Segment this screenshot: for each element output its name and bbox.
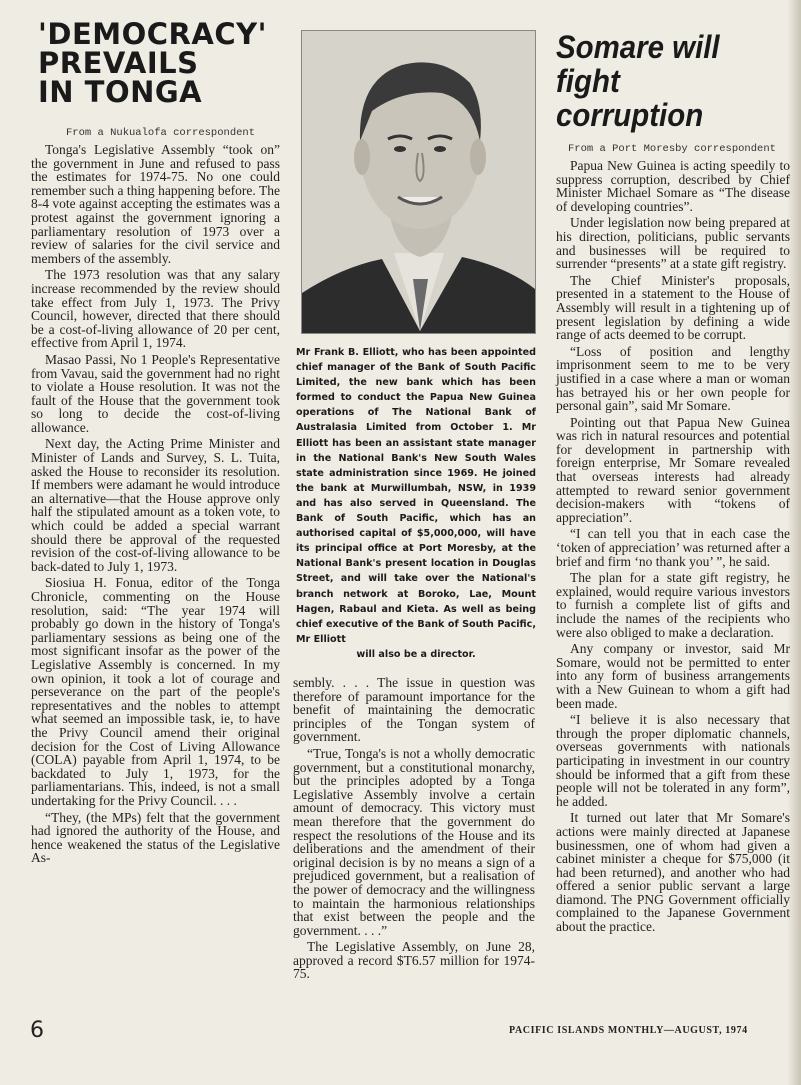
article-paragraph: “I believe it is also necessary that through the proper diplomatic channels, overseas governments with nationals participating in investment in our country should be informed that a gift from these people will not be tolerated in any form”, he added. <box>556 712 790 809</box>
headline-line: corruption <box>556 97 704 133</box>
portrait-illustration <box>302 31 535 333</box>
article-paragraph: sembly. . . . The issue in question was therefore of paramount importance for the benefit of maintaining the democratic principles of the Tongan system of government. <box>293 675 535 745</box>
headline-line: IN TONGA <box>38 75 203 109</box>
left-story-continuation <box>293 676 535 981</box>
page-number: 6 <box>30 1018 44 1043</box>
photo-caption <box>296 345 536 662</box>
article-paragraph: Under legislation now being prepared at his direction, politicians, public servants and businesses will be required to surrender “presents” at a state gift registry. <box>556 215 790 272</box>
article-paragraph: “Loss of position and lengthy imprisonment seem to me to be very justified in a case where a man or woman has betrayed his or her own people for personal gain”, said Mr Somare. <box>556 343 790 414</box>
article-paragraph: Siosiua H. Fonua, editor of the Tonga Chronicle, commenting on the House resolution, said: “The year 1974 will probably go down in the history of Tonga's parliamentary sessions as being one of the most significant insofar as the power of the Legislative Assembly is concerned. In my own opinion, it took a lot of courage and perseverance on the part of the people's representatives and the nobles to attempt what seemed an impossible task, ie, to have the Privy Council amend their original decision for the Cost of Living Allowance (COLA) payable from April 1, 1974, to be backdated to July 1, 1973, for the parliamentarians. This, indeed, is not a small undertaking for the Privy Council. . . . <box>31 575 280 808</box>
article-paragraph: “I can tell you that in each case the ‘token of appreciation’ was returned after a brief and firm ‘no thank you’ ”, he said. <box>556 526 790 569</box>
headline-line: Somare will <box>556 29 720 65</box>
right-story-byline: From a Port Moresby correspondent <box>568 143 776 155</box>
headline-line: 'DEMOCRACY' <box>38 17 267 51</box>
article-paragraph: It turned out later that Mr Somare's actions were mainly directed at Japanese businessmen, one of whom had given a cabinet minister a cheque for $75,000 (it had been returned), and another who had offered a senior public servant a large diamond. The PNG Government officially complained to the Japanese Government about the practice. <box>556 810 790 935</box>
article-paragraph: The plan for a state gift registry, he explained, would require various investors to furnish a complete list of gifts and include the names of the recipients who were also obliged to make a declaration. <box>556 570 790 640</box>
article-paragraph: The Legislative Assembly, on June 28, approved a record $T6.57 million for 1974-75. <box>293 939 535 982</box>
headline-line: fight <box>556 63 620 99</box>
article-paragraph: The Chief Minister's proposals, presented in a statement to the House of Assembly will result in a tightening up of present legislation by defining a wide range of acts deemed to be corrupt. <box>556 272 790 343</box>
left-story-headline <box>38 17 268 109</box>
right-story-headline <box>556 30 768 132</box>
caption-last-line: will also be a director. <box>356 648 476 660</box>
left-story-column <box>31 143 280 865</box>
article-paragraph: The 1973 resolution was that any salary increase recommended by the review should take effect from July 1, 1973. The Privy Council, however, directed that there should be a cost-of-living allowance of 20 per cent, effective from April 1, 1974. <box>31 267 280 351</box>
article-paragraph: Any company or investor, said Mr Somare, would not be permitted to enter into any form of business arrangements with a New Guinean to whom a gift had been made. <box>556 641 790 711</box>
article-paragraph: “True, Tonga's is not a wholly democratic government, but a constitutional monarchy, but the principles adopted by a Tonga Legislative Assembly involve a certain amount of democracy. This victory must mean therefore that the government do respect the resolutions of the House and its deliberations and the amendment of their original decision is by no means a sign of a prejudiced government, but a realisation of the power of democracy and the willingness to maintain the harmonious relationships that exist between the people and the government. . . .” <box>293 745 535 938</box>
article-paragraph: Next day, the Acting Prime Minister and Minister of Lands and Survey, S. L. Tuita, asked the House to reconsider its resolution. If members were adamant he would introduce an alternative—that the House approve only half the stipulated amount as a token vote, to which could be added a special warrant should there be approval of the requested revision of the cost-of-living allowance to be back-dated to July 1, 1973. <box>31 436 280 574</box>
article-paragraph: Papua New Guinea is acting speedily to suppress corruption, described by Chief Minister Michael Somare as “The disease of developing countries”. <box>556 158 790 214</box>
article-paragraph: “They, (the MPs) felt that the government had ignored the authority of the House, and hence weakened the status of the Legislative As- <box>31 809 280 866</box>
headline-line: PREVAILS <box>38 46 199 80</box>
article-paragraph: Masao Passi, No 1 People's Representative from Vavau, said the government had no right to violate a House resolution. It was not the fault of the House that the government took so long to decide the cost-of-living allowance. <box>31 351 280 435</box>
left-story-byline: From a Nukualofa correspondent <box>66 127 256 139</box>
right-story-column <box>556 159 790 934</box>
portrait-photo <box>301 30 536 334</box>
caption-text: Mr Frank B. Elliott, who has been appointed chief manager of the Bank of South Pacific Limited, the new bank which has been formed to conduct the Papua New Guinea operations of The National Bank of Australasia Limited from October 1. Mr Elliott has been an assistant state manager in the National Bank's New South Wales state administration since 1969. He joined the bank at Murwillumbah, NSW, in 1939 and has also served in Queensland. The Bank of South Pacific, which has an authorised capital of $5,000,000, will have its principal office at Port Moresby, at the National Bank's present location in Douglas Street, and will take over the National's branch network at Boroko, Lae, Mount Hagen, Rabaul and Kieta. As well as being chief executive of the Bank of South Pacific, Mr Elliott <box>296 347 536 645</box>
article-paragraph: Tonga's Legislative Assembly “took on” the government in June and refused to pass the estimates for 1974-75. No one could remember such a thing happening before. The 8-4 vote against accepting the estimates was a protest against the government ignoring a parliamentary resolution of 1973 over a review of salaries for the civil service and members of the assembly. <box>31 142 280 266</box>
publication-footer: PACIFIC ISLANDS MONTHLY—AUGUST, 1974 <box>509 1025 748 1036</box>
article-paragraph: Pointing out that Papua New Guinea was rich in natural resources and potential for development in partnership with foreign enterprise, Mr Somare revealed that overseas interests had already attempted to reward senior government decision-makers with “tokens of appreciation”. <box>556 414 790 525</box>
